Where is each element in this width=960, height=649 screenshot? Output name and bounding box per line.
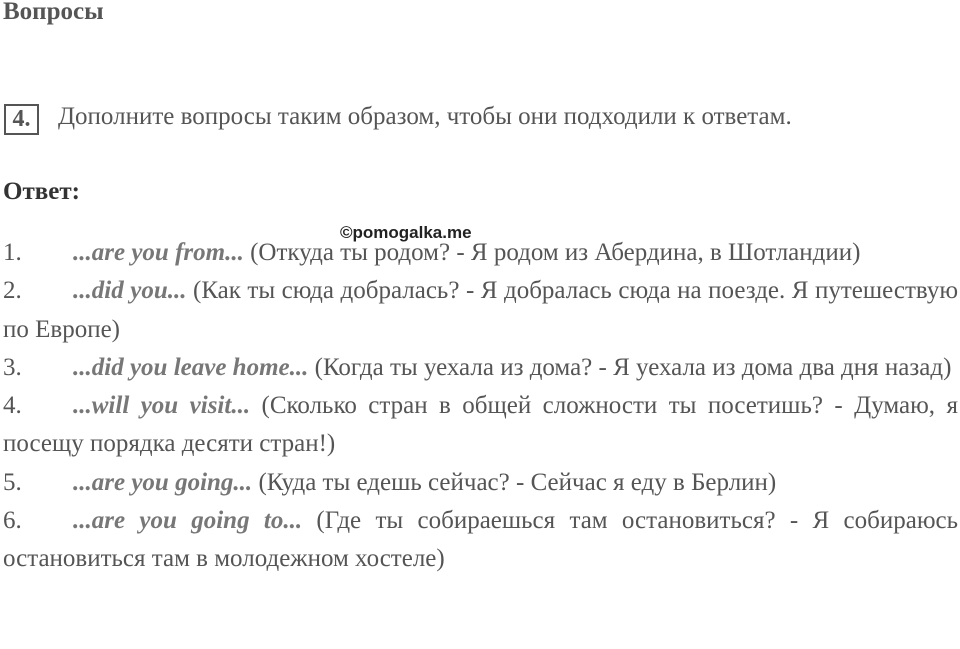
answer-item-2 bbox=[3, 272, 958, 349]
answer-number: 5. bbox=[3, 468, 22, 496]
answer-item-1 bbox=[3, 234, 958, 272]
answer-phrase: ...did you leave home... bbox=[73, 353, 309, 381]
answer-number: 2. bbox=[3, 277, 22, 305]
section-title: Вопросы bbox=[3, 0, 104, 25]
answer-number: 4. bbox=[3, 392, 22, 420]
answer-item-6 bbox=[3, 502, 958, 579]
answer-translation: (Сколько стран в общей сложности ты посетишь? - Думаю, я посещу порядка десяти стран!) bbox=[3, 392, 958, 458]
answer-item-5 bbox=[3, 464, 958, 502]
answer-list bbox=[3, 234, 958, 579]
answer-translation: (Как ты сюда добралась? - Я добралась сюда на поезде. Я путешествую по Европе) bbox=[3, 277, 958, 343]
task-number-box: 4. bbox=[4, 104, 39, 135]
answer-phrase: ...did you... bbox=[73, 277, 187, 305]
answer-translation: (Где ты собираешься там остановиться? - Я собираюсь остановиться там в молодежном хостеле) bbox=[3, 507, 958, 573]
answer-translation: (Когда ты уехала из дома? - Я уехала из дома два дня назад) bbox=[308, 353, 952, 381]
answer-item-4 bbox=[3, 387, 958, 464]
answer-label: Ответ: bbox=[3, 178, 80, 205]
answer-phrase: ...will you visit... bbox=[73, 392, 251, 420]
answer-number: 1. bbox=[3, 239, 22, 266]
watermark: ©pomogalka.me bbox=[340, 223, 472, 242]
answer-phrase: ...are you from... bbox=[73, 239, 244, 266]
answer-number: 6. bbox=[3, 507, 22, 535]
answer-translation: (Куда ты едешь сейчас? - Сейчас я еду в Берлин) bbox=[252, 468, 777, 496]
answer-phrase: ...are you going... bbox=[73, 468, 253, 496]
answer-phrase: ...are you going to... bbox=[73, 507, 303, 535]
answer-item-3 bbox=[3, 349, 958, 387]
task-instruction: Дополните вопросы таким образом, чтобы они подходили к ответам. bbox=[58, 103, 792, 130]
answer-number: 3. bbox=[3, 353, 22, 381]
answer-translation: (Откуда ты родом? - Я родом из Абердина, в Шотландии) bbox=[243, 239, 861, 266]
